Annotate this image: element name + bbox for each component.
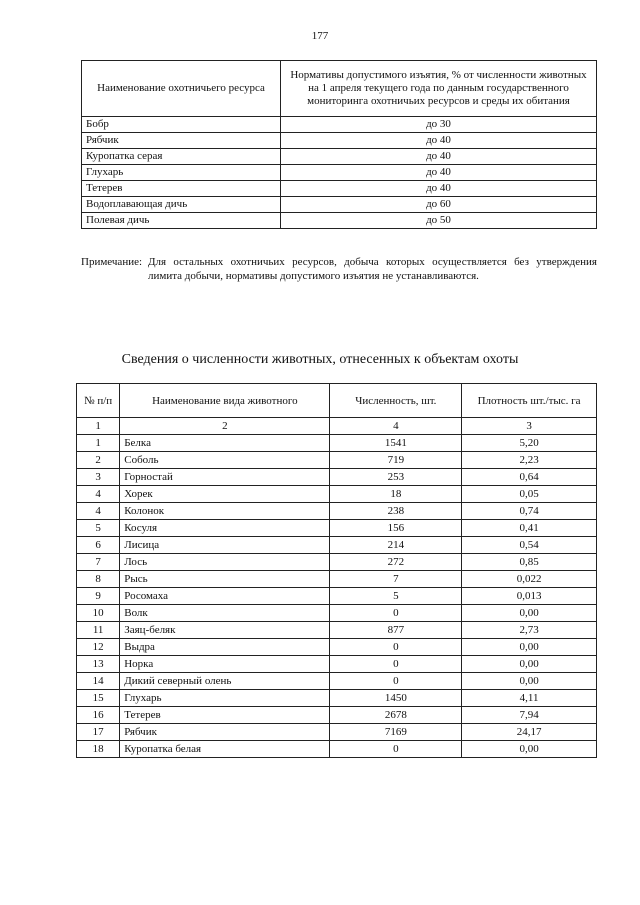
harvest-norm-cell: до 40 bbox=[281, 149, 597, 165]
table-row bbox=[77, 469, 597, 486]
table-row bbox=[82, 197, 597, 213]
animal-name-cell: Соболь bbox=[120, 452, 330, 469]
row-number-cell: 15 bbox=[77, 690, 120, 707]
header-animal-name: Наименование вида животного bbox=[120, 384, 330, 418]
page-number: 177 bbox=[311, 30, 329, 42]
header-harvest-norm: Нормативы допустимого изъятия, % от численности животных на 1 апреля текущего года по данным государственного мониторинга охотничьих ресурсов и среды их обитания bbox=[281, 61, 597, 117]
row-number-cell: 10 bbox=[77, 605, 120, 622]
table-row bbox=[77, 724, 597, 741]
note-label: Примечание: bbox=[81, 256, 143, 268]
row-number-cell: 12 bbox=[77, 639, 120, 656]
row-number-cell: 6 bbox=[77, 537, 120, 554]
table-row bbox=[77, 537, 597, 554]
header-count: Численность, шт. bbox=[330, 384, 462, 418]
note-text: Для остальных охотничьих ресурсов, добыча которых осуществляется без утверждения лимита добычи, нормативы допустимого изъятия не устанавливаются. bbox=[148, 256, 597, 282]
table-row bbox=[82, 133, 597, 149]
count-cell: 719 bbox=[330, 452, 462, 469]
header-density: Плотность шт./тыс. га bbox=[462, 384, 597, 418]
density-cell: 7,94 bbox=[462, 707, 597, 724]
resource-name-cell: Глухарь bbox=[82, 165, 281, 181]
count-cell: 0 bbox=[330, 656, 462, 673]
column-index-row bbox=[77, 418, 597, 435]
table-row bbox=[77, 588, 597, 605]
density-cell: 0,00 bbox=[462, 673, 597, 690]
count-cell: 0 bbox=[330, 605, 462, 622]
table-row bbox=[77, 707, 597, 724]
count-cell: 7169 bbox=[330, 724, 462, 741]
animal-name-cell: Волк bbox=[120, 605, 330, 622]
table-row bbox=[77, 520, 597, 537]
table-row bbox=[82, 149, 597, 165]
count-cell: 7 bbox=[330, 571, 462, 588]
animal-name-cell: Хорек bbox=[120, 486, 330, 503]
resource-name-cell: Куропатка серая bbox=[82, 149, 281, 165]
row-number-cell: 9 bbox=[77, 588, 120, 605]
count-cell: 18 bbox=[330, 486, 462, 503]
animal-name-cell: Дикий северный олень bbox=[120, 673, 330, 690]
harvest-norm-cell: до 40 bbox=[281, 165, 597, 181]
table-row bbox=[77, 571, 597, 588]
table-row bbox=[77, 690, 597, 707]
density-cell: 2,23 bbox=[462, 452, 597, 469]
row-number-cell: 17 bbox=[77, 724, 120, 741]
table-row bbox=[77, 605, 597, 622]
resource-name-cell: Водоплавающая дичь bbox=[82, 197, 281, 213]
density-cell: 5,20 bbox=[462, 435, 597, 452]
table-row bbox=[77, 503, 597, 520]
density-cell: 0,013 bbox=[462, 588, 597, 605]
animal-name-cell: Росомаха bbox=[120, 588, 330, 605]
density-cell: 0,00 bbox=[462, 741, 597, 758]
harvest-norms-table bbox=[81, 60, 597, 229]
harvest-norm-cell: до 30 bbox=[281, 117, 597, 133]
table-row bbox=[77, 554, 597, 571]
harvest-norm-cell: до 60 bbox=[281, 197, 597, 213]
animal-name-cell: Выдра bbox=[120, 639, 330, 656]
table-row bbox=[77, 486, 597, 503]
density-cell: 0,74 bbox=[462, 503, 597, 520]
column-index-cell: 3 bbox=[462, 418, 597, 435]
count-cell: 253 bbox=[330, 469, 462, 486]
table-row bbox=[77, 435, 597, 452]
density-cell: 4,11 bbox=[462, 690, 597, 707]
animal-name-cell: Заяц-беляк bbox=[120, 622, 330, 639]
density-cell: 0,64 bbox=[462, 469, 597, 486]
count-cell: 238 bbox=[330, 503, 462, 520]
density-cell: 2,73 bbox=[462, 622, 597, 639]
animal-name-cell: Косуля bbox=[120, 520, 330, 537]
row-number-cell: 13 bbox=[77, 656, 120, 673]
animal-name-cell: Рысь bbox=[120, 571, 330, 588]
density-cell: 0,85 bbox=[462, 554, 597, 571]
harvest-norm-cell: до 50 bbox=[281, 213, 597, 229]
animal-name-cell: Норка bbox=[120, 656, 330, 673]
row-number-cell: 7 bbox=[77, 554, 120, 571]
resource-name-cell: Рябчик bbox=[82, 133, 281, 149]
density-cell: 0,41 bbox=[462, 520, 597, 537]
animal-name-cell: Рябчик bbox=[120, 724, 330, 741]
table-header-row bbox=[82, 61, 597, 117]
header-number: № п/п bbox=[77, 384, 120, 418]
count-cell: 1541 bbox=[330, 435, 462, 452]
table-row bbox=[77, 741, 597, 758]
row-number-cell: 8 bbox=[77, 571, 120, 588]
table-row bbox=[82, 165, 597, 181]
count-cell: 0 bbox=[330, 741, 462, 758]
row-number-cell: 16 bbox=[77, 707, 120, 724]
count-cell: 2678 bbox=[330, 707, 462, 724]
column-index-cell: 1 bbox=[77, 418, 120, 435]
count-cell: 214 bbox=[330, 537, 462, 554]
table-row bbox=[77, 673, 597, 690]
resource-name-cell: Тетерев bbox=[82, 181, 281, 197]
animal-population-body bbox=[77, 418, 597, 758]
resource-name-cell: Полевая дичь bbox=[82, 213, 281, 229]
row-number-cell: 4 bbox=[77, 486, 120, 503]
table-row bbox=[82, 213, 597, 229]
count-cell: 1450 bbox=[330, 690, 462, 707]
harvest-norm-cell: до 40 bbox=[281, 133, 597, 149]
harvest-norms-body bbox=[82, 117, 597, 229]
density-cell: 0,00 bbox=[462, 656, 597, 673]
section-title: Сведения о численности животных, отнесенных к объектам охоты bbox=[121, 352, 519, 367]
resource-name-cell: Бобр bbox=[82, 117, 281, 133]
row-number-cell: 14 bbox=[77, 673, 120, 690]
row-number-cell: 18 bbox=[77, 741, 120, 758]
animal-name-cell: Лисица bbox=[120, 537, 330, 554]
animal-name-cell: Колонок bbox=[120, 503, 330, 520]
animal-name-cell: Куропатка белая bbox=[120, 741, 330, 758]
table-row bbox=[77, 452, 597, 469]
animal-name-cell: Лось bbox=[120, 554, 330, 571]
column-index-cell: 2 bbox=[120, 418, 330, 435]
harvest-norm-cell: до 40 bbox=[281, 181, 597, 197]
density-cell: 0,05 bbox=[462, 486, 597, 503]
table-row bbox=[77, 622, 597, 639]
note bbox=[81, 255, 597, 283]
animal-population-table bbox=[76, 383, 597, 758]
table-row bbox=[82, 117, 597, 133]
animal-name-cell: Горностай bbox=[120, 469, 330, 486]
table-header-row bbox=[77, 384, 597, 418]
row-number-cell: 2 bbox=[77, 452, 120, 469]
animal-name-cell: Белка bbox=[120, 435, 330, 452]
row-number-cell: 5 bbox=[77, 520, 120, 537]
density-cell: 0,00 bbox=[462, 605, 597, 622]
density-cell: 0,54 bbox=[462, 537, 597, 554]
column-index-cell: 4 bbox=[330, 418, 462, 435]
table-row bbox=[82, 181, 597, 197]
count-cell: 877 bbox=[330, 622, 462, 639]
count-cell: 156 bbox=[330, 520, 462, 537]
header-resource-name: Наименование охотничьего ресурса bbox=[82, 61, 281, 117]
animal-name-cell: Тетерев bbox=[120, 707, 330, 724]
table-row bbox=[77, 656, 597, 673]
row-number-cell: 11 bbox=[77, 622, 120, 639]
table-row bbox=[77, 639, 597, 656]
count-cell: 5 bbox=[330, 588, 462, 605]
density-cell: 0,00 bbox=[462, 639, 597, 656]
density-cell: 0,022 bbox=[462, 571, 597, 588]
count-cell: 0 bbox=[330, 639, 462, 656]
row-number-cell: 4 bbox=[77, 503, 120, 520]
count-cell: 0 bbox=[330, 673, 462, 690]
row-number-cell: 1 bbox=[77, 435, 120, 452]
row-number-cell: 3 bbox=[77, 469, 120, 486]
animal-name-cell: Глухарь bbox=[120, 690, 330, 707]
density-cell: 24,17 bbox=[462, 724, 597, 741]
count-cell: 272 bbox=[330, 554, 462, 571]
